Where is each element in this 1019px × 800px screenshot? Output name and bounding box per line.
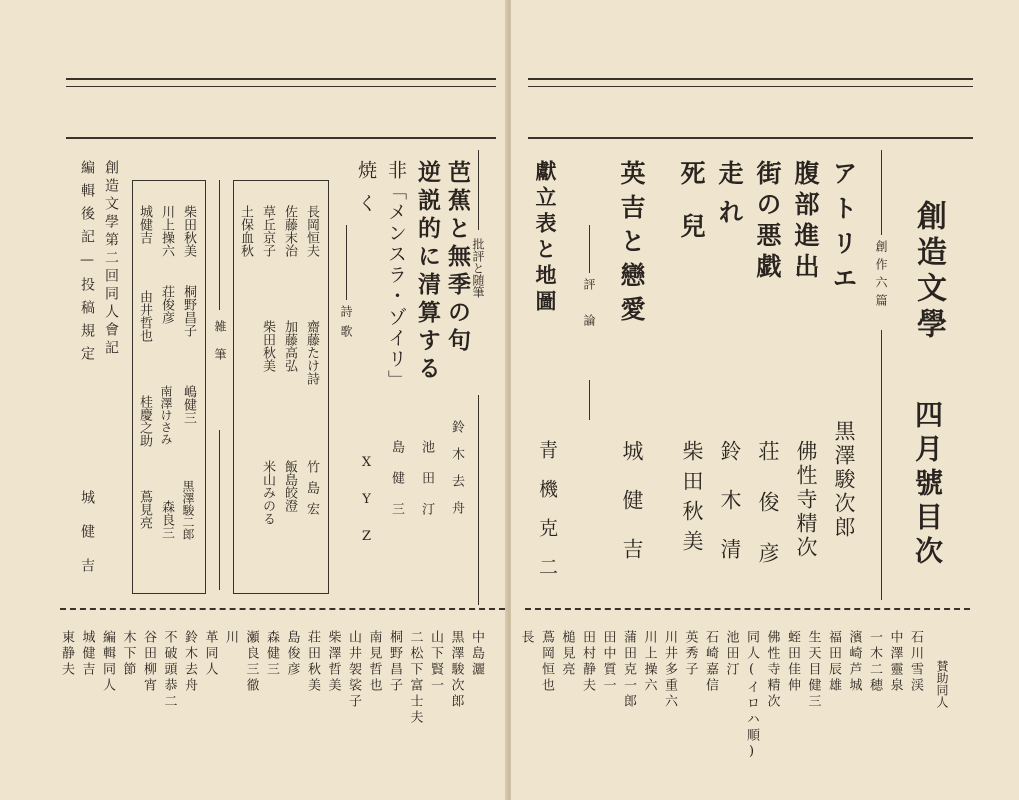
member-name: 二松下富士夫 [407,630,423,726]
divider-line [589,380,590,420]
essay-author: 鈴木去舟 [449,420,464,528]
supporter-name: 福田辰雄 [826,630,841,694]
divider-line [881,150,882,235]
supporter-name: 石崎嘉信 [703,630,718,694]
supporter-name: 一木二穂 [867,630,882,694]
header-rule [528,137,973,139]
member-name: 桐野昌子 [387,630,402,694]
essay-author: XYZ [359,455,374,566]
misc-name: 柴田秋美 [181,205,196,257]
work-author: 荘俊彦 [756,440,780,593]
misc-name: 蔦見亮 [137,490,152,529]
poet-name: 飯島皎澄 [282,460,297,512]
member-name: 森健三 [264,630,279,678]
supporter-name: 生天目健三 [805,630,821,710]
left-page [0,0,507,800]
work-title: 走れ [715,160,744,238]
poet-name: 土保血秋 [238,205,253,257]
divider-line [219,430,220,590]
criticism-title: 獻立表と地圖 [533,160,558,316]
meeting-record: 創造文學第二回同人會記 [103,160,119,358]
poet-name: 齋藤たけ詩 [304,320,319,385]
supporter-name: 蛭田佳伸 [785,630,800,694]
member-name: 中島灑 [469,630,484,678]
poet-name: 長岡恒夫 [304,205,319,257]
misc-name: 桐野昌子 [181,285,196,337]
creation-header: 創作六篇 [874,240,888,312]
work-title: アトリエ [829,160,858,300]
work-author: 佛性寺精次 [794,440,818,560]
supporter-name: 蔦岡恒也 [539,630,554,694]
supporters-header: 賛助同人 [935,660,949,708]
member-name: 山下賢一 [428,630,443,694]
essay-author: 島健三 [389,440,404,533]
header-rule [66,137,496,139]
misc-header: 雑筆 [213,320,227,376]
issue-title: 四月號目次 [911,400,944,570]
top-rule [66,78,496,80]
member-name: 黒澤駿次郎 [448,630,464,710]
supporter-name: 川上操六 [641,630,657,694]
member-name: 島俊彦 [284,630,300,678]
supporter-name: 蒲田克一郎 [621,630,636,710]
essays-header: 批評と随筆 [471,238,485,298]
supporter-name: 石川雪渓 [908,630,923,694]
member-name: 不破頭恭二 [161,630,177,710]
poet-name: 竹島宏 [304,460,319,523]
member-name: 山井袈裟子 [346,630,361,710]
criticism-author: 青機克二 [536,440,558,596]
member-name: 瀬良三徹 [243,630,259,694]
top-rule-thin [66,86,496,87]
editor-name: 城健吉 [79,490,95,592]
essay-author: 池田汀 [419,440,434,533]
supporter-name: 濱崎芦城 [846,630,862,694]
work-title: 英吉と戀愛 [617,160,646,330]
work-author: 城健吉 [620,440,644,587]
work-author: 柴田秋美 [680,440,704,560]
supporter-name: 川井多重六 [662,630,677,710]
criticism-header: 評論 [582,278,596,350]
divider-line [346,225,347,300]
divider-line [478,395,479,605]
misc-name: 由井哲也 [137,290,152,342]
member-name: 荘田秋美 [305,630,320,694]
bottom-rule [525,608,970,610]
essay-title: 逆説的に清算する [414,160,441,384]
supporter-name: 長 [518,630,534,646]
misc-name: 荘俊彦 [159,285,174,324]
misc-name: 嶋健三 [181,385,196,424]
work-author: 黒澤駿次郎 [832,420,856,540]
work-title: 腹部進出 [791,160,820,284]
member-name: 革同人 [202,630,218,678]
member-name: 谷田柳宵 [141,630,156,694]
top-rule-thin [528,86,973,87]
poet-name: 米山みのる [260,460,275,525]
supporter-name: 槌見亮 [559,630,575,678]
divider-line [219,180,220,310]
supporter-name: 田村静夫 [580,630,595,694]
member-name: 東静夫 [59,630,74,678]
member-name: 鈴木去舟 [182,630,197,694]
misc-name: 川上操六 [159,205,174,257]
divider-line [881,330,882,600]
misc-name: 城健吉 [137,205,152,244]
essay-title: 焼く [355,160,377,226]
misc-name: 桂慶之助 [137,395,152,447]
right-page [511,0,1019,800]
supporter-name: 池田汀 [723,630,739,678]
supporter-name: 中澤靈泉 [887,630,903,694]
divider-line [589,225,590,273]
essay-title: 芭蕉と無季の句 [444,160,471,356]
divider-line [478,150,479,230]
misc-name: 森良三 [159,500,174,539]
work-title: 死兒 [677,160,706,266]
member-name: 南見哲也 [366,630,382,694]
member-name: 川 [223,630,238,646]
supporter-name: 佛性寺精次 [764,630,780,710]
poet-name: 佐藤末治 [282,205,297,257]
poet-name: 柴田秋美 [260,320,275,372]
member-name: 木下節 [120,630,136,678]
misc-name: 黒澤駿二郎 [181,480,195,540]
essay-title: 非「メンスラ・ゾイリ」 [385,160,407,391]
poet-name: 加藤高弘 [282,320,297,372]
work-author: 鈴木清 [718,440,742,587]
supporter-name: 田中質一 [600,630,616,694]
member-name: 柴澤哲美 [325,630,341,694]
magazine-title: 創造文學 [911,200,946,344]
poet-name: 草丘京子 [260,205,275,257]
supporter-name: 英秀子 [682,630,698,678]
poetry-header: 詩歌 [339,305,353,345]
editor-note: 編輯後記—投稿規定 [79,160,95,369]
misc-name: 南澤けさみ [159,385,173,445]
bottom-rule [60,608,505,610]
member-name: 城健吉 [79,630,95,678]
supporter-name: 同人(イロハ順) [744,630,759,762]
work-title: 街の悪戯 [753,160,782,284]
top-rule [528,78,973,80]
member-name: 編輯同人 [100,630,115,694]
